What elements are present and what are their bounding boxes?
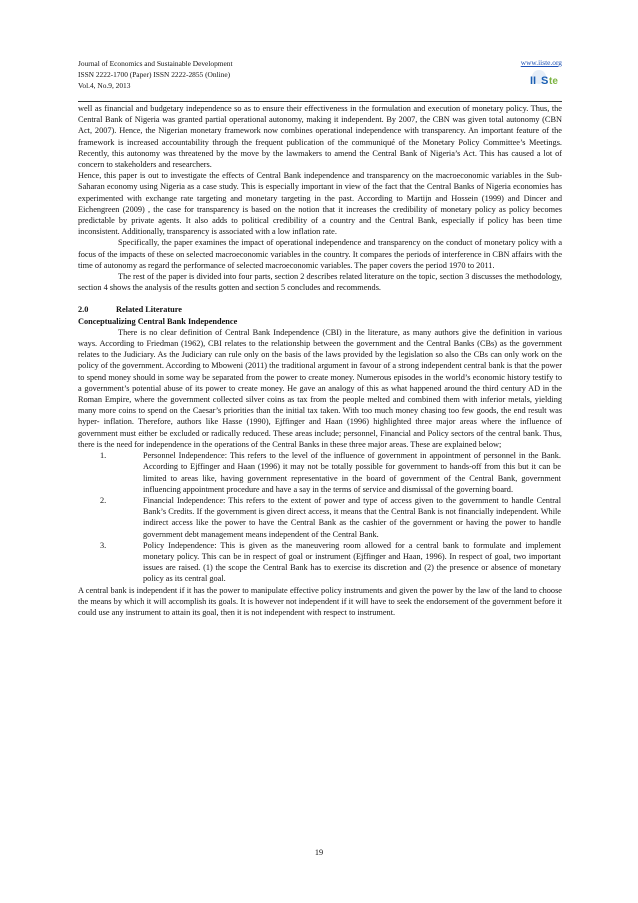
section-number: 2.0 — [78, 305, 89, 315]
list-item — [78, 540, 562, 585]
paragraph: well as financial and budgetary independence so as to ensure their effectiveness in the formulation and execution of monetary policy. Thus, the Central Bank of Nigeria was granted partial operational autonomy, making it independent. By 2007, the CBN was given total autonomy (CBN Act, 2007). Hence, the Nigerian monetary framework now combines operational independence with transparency. An important feature of the framework is increased accountability through the frequent publication of the communiqué of the Monetary Policy Committee’s Meetings. Recently, this autonomy was threatened by the move by the lawmakers to amend the Central Bank of Nigeria’s Act. This has caused a lot of concern to stakeholders and researchers. — [78, 104, 562, 170]
paragraph: A central bank is independent if it has the power to manipulate effective policy instruments and given the power by the law of the land to choose the means by which it will accomplish its goals. It is however not independent if it will have to seek the endorsement of the government before it could use any instrument to attain its goal, then it is not independent with respect to instrument. — [78, 585, 562, 617]
list-number: 1. — [100, 451, 107, 461]
paragraph: Hence, this paper is out to investigate the effects of Central Bank independence and transparency on the macroeconomic variables in the Sub-Saharan economy using Nigeria as a case study. This is especially important in view of the fact that the Central Banks of Nigeria economies has experimented with exchange rate targeting and monetary targeting in the past. According to Martijn and Hossein (1999) and Dincer and Eichengreen (2009) , the case for transparency is based on the notion that it increases the credibility of monetary policy as policy becomes predictable by private agents. It also adds to political credibility of a country and the Central Bank, especially if policy has been time inconsistent. Additionally, transparency is associated with a low inflation rate. — [78, 171, 562, 237]
paragraph: The rest of the paper is divided into four parts, section 2 describes related literature on the topic, section 3 discusses the methodology, section 4 shows the analysis of the results gotten and section 5 concludes and recommends. — [78, 272, 562, 293]
section-heading — [78, 304, 562, 315]
iiste-logo-icon — [528, 68, 562, 90]
svg-text:II: II — [530, 75, 537, 87]
independence-list — [78, 450, 562, 584]
paragraph: There is no clear definition of Central Bank Independence (CBI) in the literature, as many authors give the definition in various ways. According to Friedman (1962), CBI relates to the relationship between the government and the Central Banks (CBs) as the government relates to the Judiciary. As the Judiciary can rule only on the basis of the laws provided by the legislation so also the CBs can only work on the policy of the government. According to Mboweni (2011) the traditional argument in favour of a strong independent central bank is that the power to spend money should in some way be separated from the power to create money. Numerous episodes in the world’s economic history testify to a government’s potential abuse of its power to create money. He gave an analogy of this as what happened around the third century AD in the Roman Empire, where the government collected silver coins as tax from the people melted and combined them with inferior metals, yielding many more coins to spend on the Caesar’s priorities than the initial tax taken. With too much money chasing too few goods, the end result was hyper- inflation. Therefore, authors like Hasse (1990), Ejffinger and Haan (1996) highlighted three major areas where the influence of government must either be excluded or radically reduced. These areas include; personnel, Financial and Policy sectors of the central bank. Thus, there is the need for independence in the operations of the Central Banks in these three major areas. These are explained below; — [78, 327, 562, 449]
paragraph: Specifically, the paper examines the impact of operational independence and transparency on the conduct of monetary policy with a focus of the impacts of these on selected macroeconomic variables in the country. It compares the periods of interference in CBN affairs with the time of autonomy as regard the performance of selected macroeconomic variables. The paper covers the period 1970 to 2011. — [78, 238, 562, 270]
list-item — [78, 495, 562, 540]
list-text: Personnel Independence: This refers to the level of the influence of government in appointment of personnel in the Bank. According to Ejffinger and Haan (1996) it may not be totally possible for government to hands-off from this but it can be limited to areas like, having government representative in the board of government of the Central Bank, government influencing appointment procedure and have a say in the terms of service and dismissal of the governing board. — [143, 451, 561, 494]
list-number: 2. — [100, 495, 107, 505]
volume-line: Vol.4, No.9, 2013 — [78, 81, 131, 90]
journal-url-link[interactable]: www.iiste.org — [520, 58, 562, 67]
header-rule — [78, 101, 562, 102]
list-text: Policy Independence: This is given as the maneuvering room allowed for a central bank to formulate and implement monetary policy. This can be in respect of goal or instrument (Ejffinger and Haan, 1996). In respect of goal, two important issues are raised. (1) the scope the Central Bank has to exercise its discretion and (2) the presence or absence of monetary policy as its central goal. — [143, 540, 561, 584]
svg-text:S: S — [541, 75, 549, 87]
section-title: Related Literature — [116, 305, 182, 315]
issn-line: ISSN 2222-1700 (Paper) ISSN 2222-2855 (Online) — [78, 70, 231, 79]
list-item — [78, 450, 562, 495]
page-header — [78, 58, 562, 98]
journal-title: Journal of Economics and Sustainable Development — [78, 59, 233, 68]
svg-text:te: te — [549, 76, 558, 87]
page-number: 19 — [314, 848, 324, 857]
list-text: Financial Independence: This refers to the extent of power and type of access given to the government to handle Central Bank’s Credits. If the government is given direct access, it means that the Central Bank is not financially independent. While indirect access like the power to have the Central Bank as the cashier of the government or having the power to handle government debt management means independent of the Central Bank. — [143, 495, 561, 539]
page-body — [78, 103, 562, 618]
list-number: 3. — [100, 540, 107, 550]
subsection-heading: Conceptualizing Central Bank Independence — [78, 316, 238, 326]
